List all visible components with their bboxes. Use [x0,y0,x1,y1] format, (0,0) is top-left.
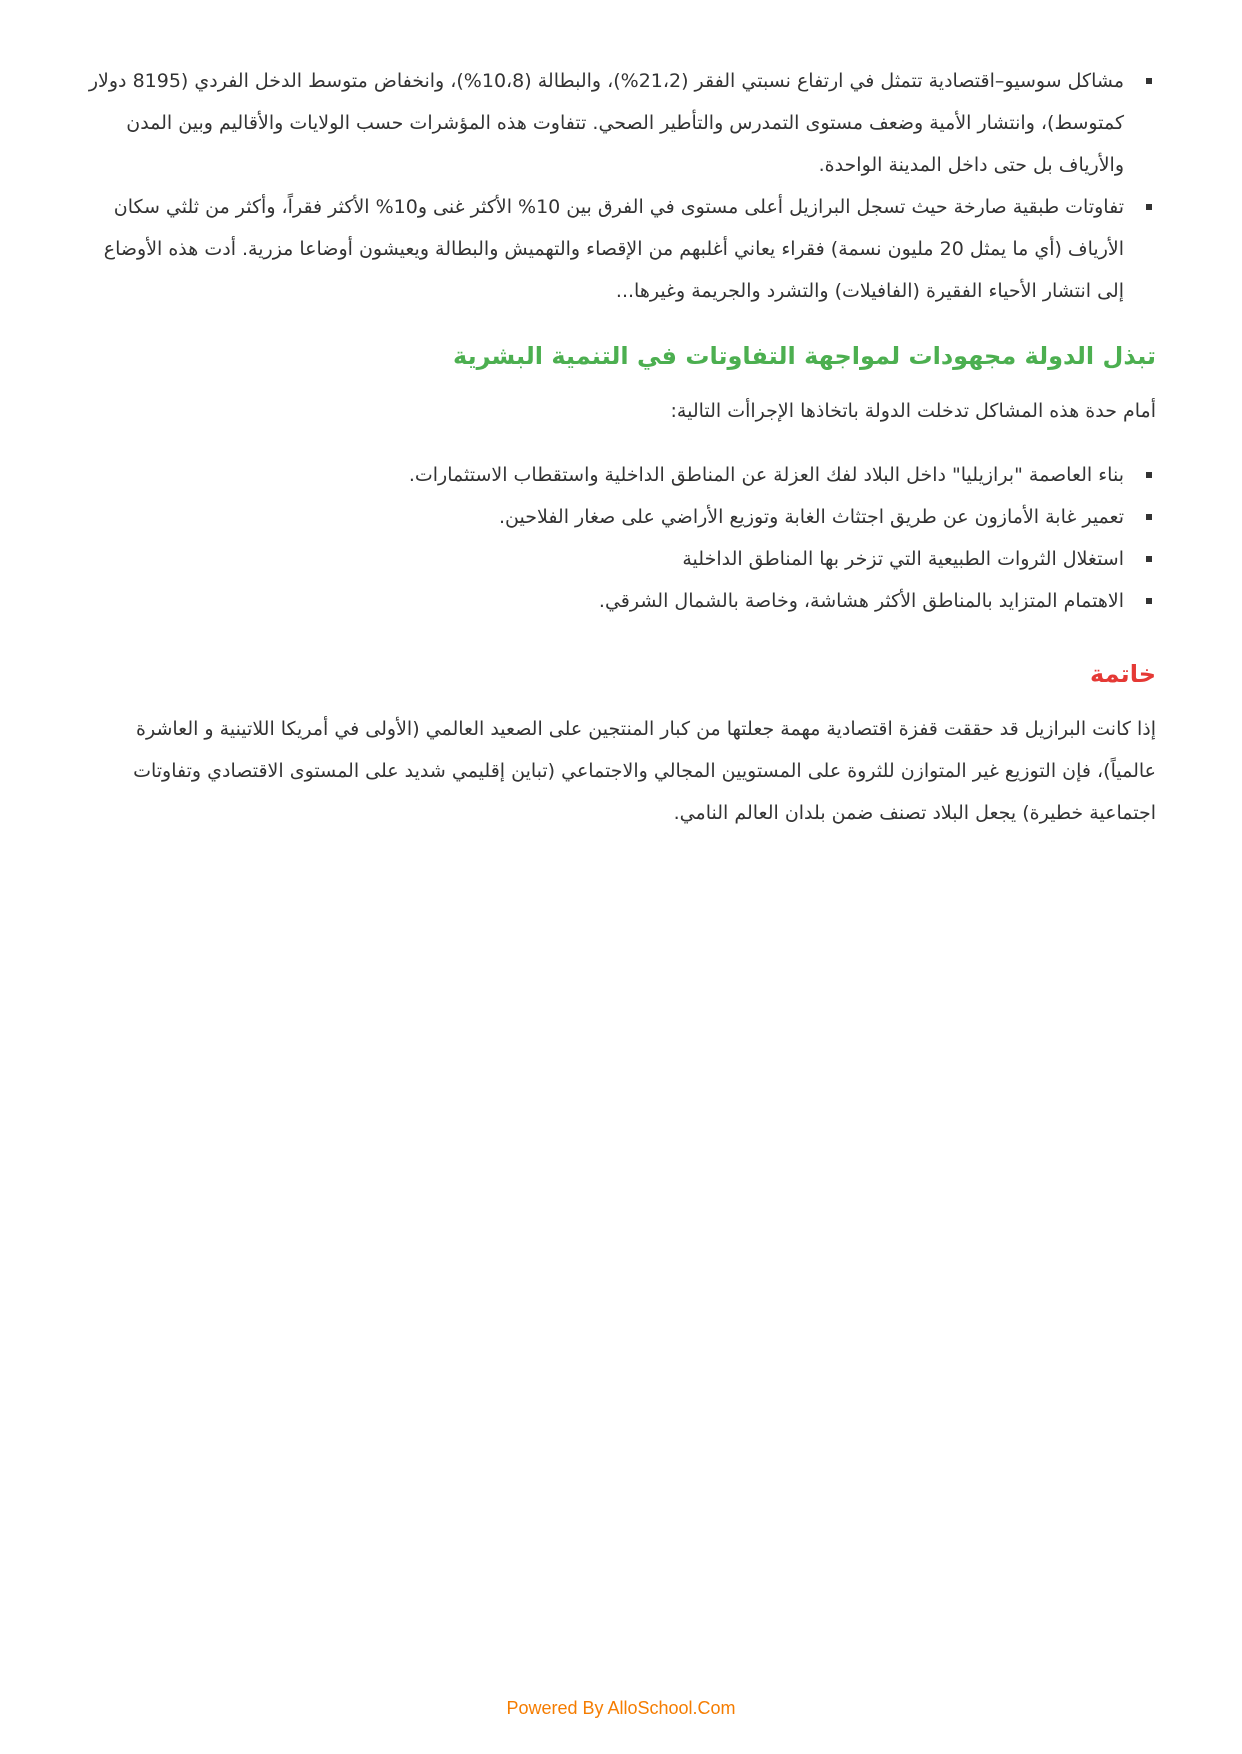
list-item [86,496,1156,538]
list-item-text: تعمير غابة الأمازون عن طريق اجتثاث الغابة وتوزيع الأراضي على صغار الفلاحين. [499,506,1124,528]
list-item [86,186,1156,312]
list-item [86,580,1156,622]
square-bullet-icon [1146,472,1152,478]
section-heading-conclusion: خاتمة [1090,660,1156,688]
list-item-text: استغلال الثروات الطبيعية التي تزخر بها المناطق الداخلية [682,548,1124,570]
measures-list [86,454,1156,622]
conclusion-paragraph: إذا كانت البرازيل قد حققت قفزة اقتصادية مهمة جعلتها من كبار المنتجين على الصعيد العالمي (الأولى في أمريكا اللاتينية و العاشرة عالمياً)، فإن التوزيع غير المتوازن للثروة على المستويين المجالي والاجتماعي (تباين إقليمي شديد على المستوى الاقتصادي وتفاوتات اجتماعية خطيرة) يجعل البلاد تصنف ضمن بلدان العالم النامي. [133,718,1156,824]
list-item [86,538,1156,580]
list-item [86,454,1156,496]
list-item-text: تفاوتات طبقية صارخة حيث تسجل البرازيل أعلى مستوى في الفرق بين 10% الأكثر غنى و10% الأكثر فقراً، وأكثر من ثلثي سكان الأرياف (أي ما يمثل 20 مليون نسمة) فقراء يعاني أغلبهم من الإقصاء والتهميش والبطالة ويعيشون أوضاعا مزرية. أدت هذه الأوضاع إلى انتشار الأحياء الفقيرة (الفافيلات) والتشرد والجريمة وغيرها... [103,196,1124,302]
problems-list [86,60,1156,312]
square-bullet-icon [1146,598,1152,604]
list-item-text: بناء العاصمة "برازيليا" داخل البلاد لفك العزلة عن المناطق الداخلية واستقطاب الاستثمارات. [408,464,1124,486]
document-page [86,60,1156,834]
footer-link[interactable]: Powered By AlloSchool.Com [506,1698,736,1718]
square-bullet-icon [1146,78,1152,84]
section-intro: أمام حدة هذه المشاكل تدخلت الدولة باتخاذها الإجراأت التالية: [670,400,1156,422]
square-bullet-icon [1146,514,1152,520]
list-item-text: الاهتمام المتزايد بالمناطق الأكثر هشاشة، وخاصة بالشمال الشرقي. [598,590,1124,612]
list-item [86,60,1156,186]
list-item-text: مشاكل سوسيو–اقتصادية تتمثل في ارتفاع نسبتي الفقر (21،2%)، والبطالة (10،8%)، وانخفاض متوسط الدخل الفردي (8195 دولار كمتوسط)، وانتشار الأمية وضعف مستوى التمدرس والتأطير الصحي. تتفاوت هذه المؤشرات حسب الولايات والأقاليم وبين المدن والأرياف بل حتى داخل المدينة الواحدة. [88,70,1124,176]
section-heading-efforts: تبذل الدولة مجهودات لمواجهة التفاوتات في التنمية البشرية [453,342,1156,370]
square-bullet-icon [1146,556,1152,562]
square-bullet-icon [1146,204,1152,210]
